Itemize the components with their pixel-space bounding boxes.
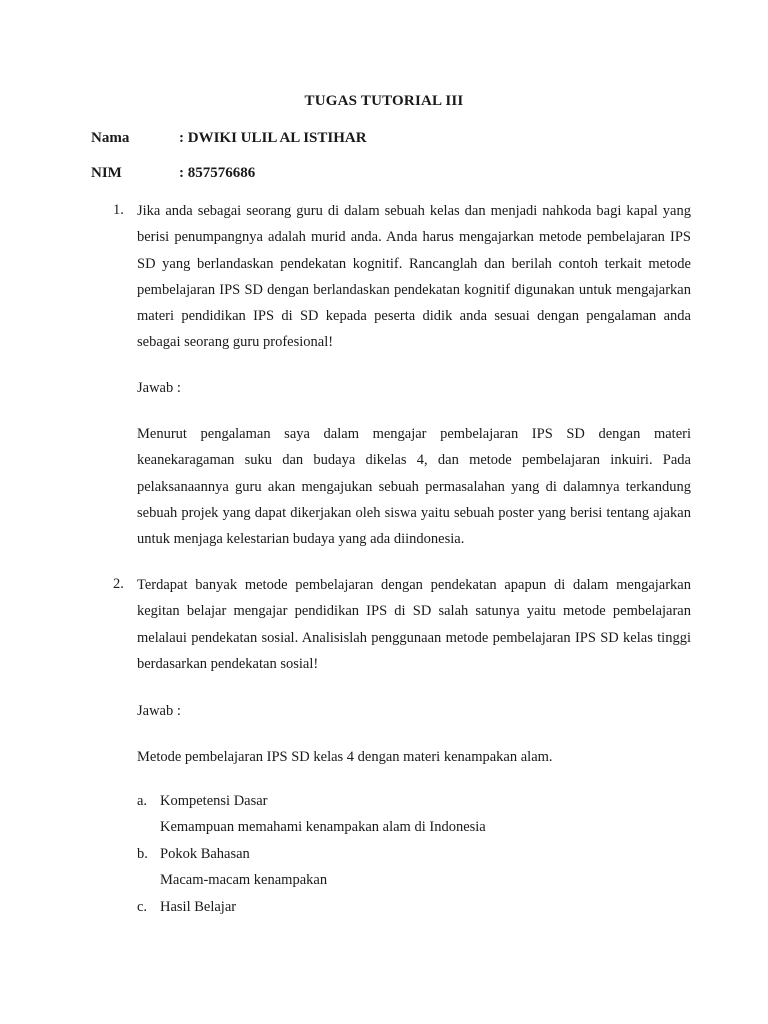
question-text: Terdapat banyak metode pembelajaran dengan pendekatan apapun di dalam mengajarkan kegitan belajar mengajar pendidikan IPS di SD salah satunya yaitu metode pembelajaran melalaui pendekatan sosial. Analisislah penggunaan metode pembelajaran IPS SD kelas tinggi berdasarkan pendekatan sosial! <box>137 577 691 672</box>
jawab-label: Jawab : <box>137 703 181 719</box>
question-text: Jika anda sebagai seorang guru di dalam sebuah kelas dan menjadi nahkoda bagi kapal yang berisi penumpangnya adalah murid anda. Anda harus mengajarkan metode pembelajaran IPS SD yang berlandaskan pendekatan kognitif. Rancanglah dan berilah contoh terkait metode pembelajaran IPS SD dengan berlandaskan pendekatan kognitif digunakan untuk mengajarkan materi pendidikan IPS di SD kepada peserta didik anda sesuai dengan pengalaman anda sebagai seorang guru profesional! <box>137 203 691 351</box>
answer-text: Metode pembelajaran IPS SD kelas 4 dengan materi kenampakan alam. <box>137 749 553 765</box>
document-title: TUGAS TUTORIAL III <box>304 93 464 109</box>
list-heading: Kompetensi Dasar <box>160 793 268 809</box>
list-letter: c. <box>137 899 148 915</box>
list-detail: Macam-macam kenampakan <box>160 872 328 888</box>
list-letter: a. <box>137 793 148 809</box>
name-value: : DWIKI ULIL AL ISTIHAR <box>179 130 367 146</box>
list-detail: Kemampuan memahami kenampakan alam di Indonesia <box>160 819 486 835</box>
name-label: Nama <box>91 130 130 146</box>
answer-text: Menurut pengalaman saya dalam mengajar pembelajaran IPS SD dengan materi keanekaragaman suku dan budaya dikelas 4, dan metode pembelajaran inkuiri. Pada pelaksanaannya guru akan mengajukan sebuah permasalahan yang di dalamnya terkandung sebuah projek yang dapat dikerjakan oleh siswa yaitu sebuah poster yang berisi tentang ajakan untuk menjaga kelestarian budaya yang ada diindonesia. <box>137 426 691 548</box>
question-number: 1. <box>113 202 124 218</box>
list-heading: Pokok Bahasan <box>160 846 250 862</box>
nim-label: NIM <box>91 165 122 181</box>
name-row <box>91 130 367 147</box>
nim-row <box>91 165 255 182</box>
nim-value: : 857576686 <box>179 165 256 181</box>
jawab-label: Jawab : <box>137 380 181 396</box>
list-letter: b. <box>137 846 148 862</box>
list-heading: Hasil Belajar <box>160 899 237 915</box>
question-number: 2. <box>113 576 124 592</box>
